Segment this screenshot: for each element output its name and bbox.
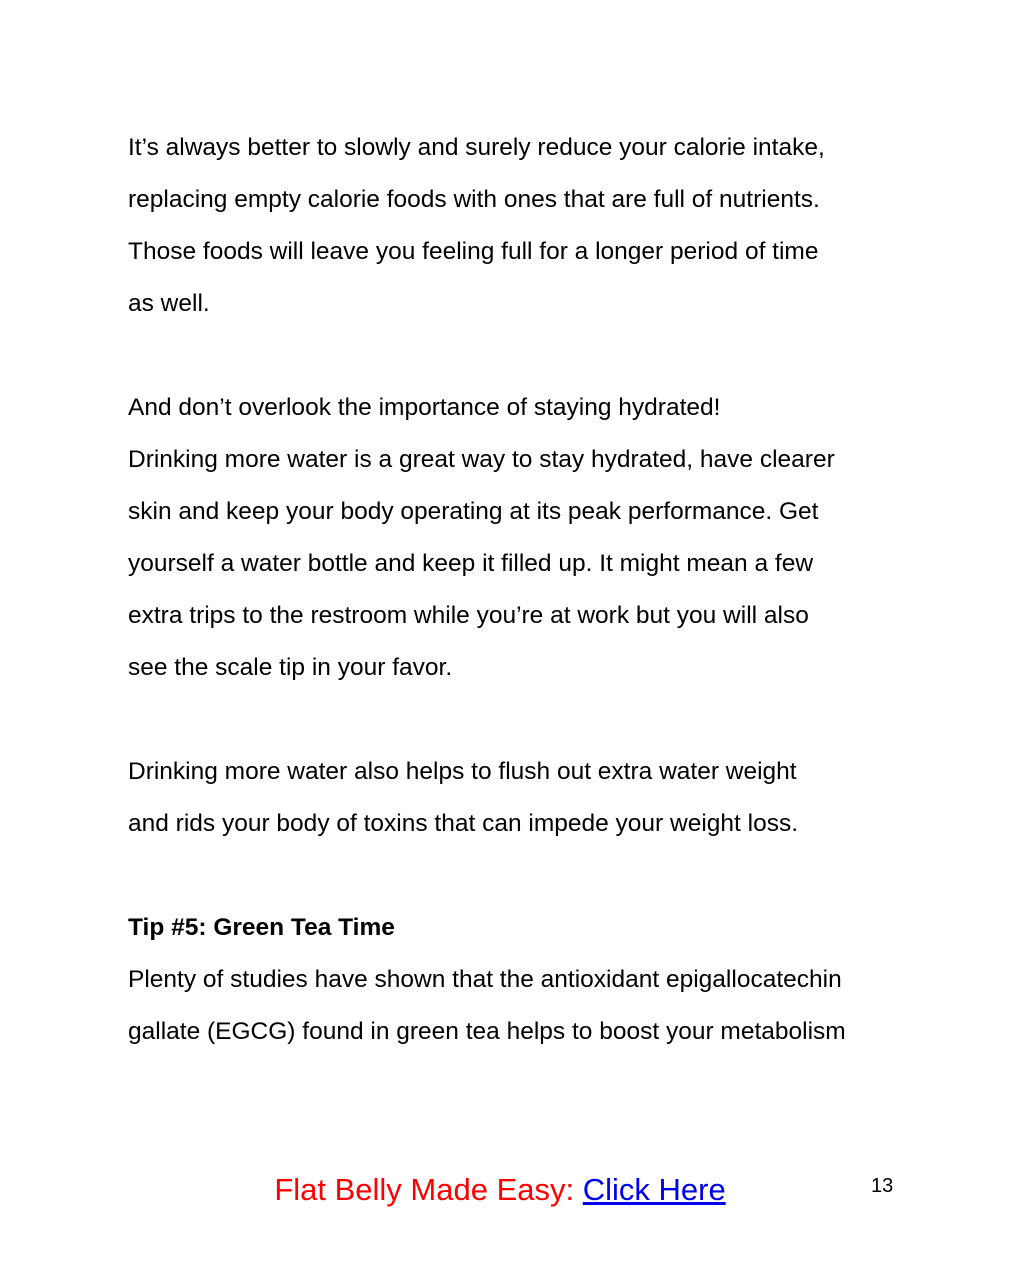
footer [0,1172,1000,1208]
paragraph-line: as well. [128,290,210,317]
paragraph-line: Those foods will leave you feeling full for a longer period of time [128,238,819,265]
paragraph-line: yourself a water bottle and keep it filled up. It might mean a few [128,550,814,577]
click-here-link[interactable]: Click Here [582,1172,726,1207]
paragraph-line: skin and keep your body operating at its peak performance. Get [128,498,819,525]
paragraph-line: Plenty of studies have shown that the antioxidant epigallocatechin [128,966,842,993]
paragraph-line: Drinking more water also helps to flush out extra water weight [128,758,797,785]
tip-heading: Tip #5: Green Tea Time [128,914,395,941]
body-text [128,122,918,1058]
paragraph-line: It’s always better to slowly and surely reduce your calorie intake, [128,134,825,161]
paragraph-line: see the scale tip in your favor. [128,654,453,681]
page-number: 13 [871,1175,894,1197]
paragraph-gap [128,850,918,902]
footer-label: Flat Belly Made Easy: [274,1172,583,1207]
paragraph-line: extra trips to the restroom while you’re at work but you will also [128,602,809,629]
paragraph-line: Drinking more water is a great way to stay hydrated, have clearer [128,446,835,473]
paragraph-gap [128,694,918,746]
paragraph-gap [128,330,918,382]
paragraph-line: gallate (EGCG) found in green tea helps to boost your metabolism [128,1018,846,1045]
paragraph-line: replacing empty calorie foods with ones that are full of nutrients. [128,186,820,213]
paragraph-line: and rids your body of toxins that can impede your weight loss. [128,810,799,837]
paragraph-line: And don’t overlook the importance of staying hydrated! [128,394,721,421]
